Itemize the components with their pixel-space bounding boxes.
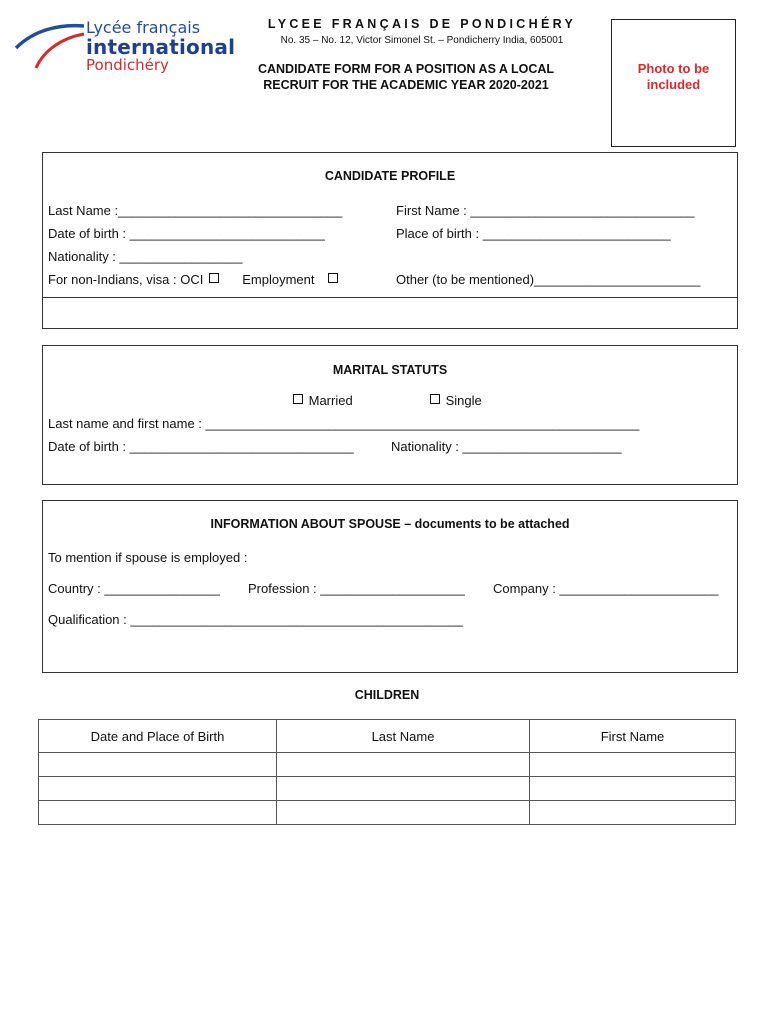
logo-swoosh-icon	[14, 18, 86, 78]
school-address: No. 35 – No. 12, Victor Simonel St. – Pondicherry India, 605001	[280, 35, 564, 46]
visa-oci-label: For non-Indians, visa : OCI	[48, 272, 204, 287]
table-row	[39, 753, 736, 777]
last-name-field[interactable]: Last Name :_______________________________	[48, 203, 343, 218]
logo-line-2: international	[86, 35, 236, 59]
school-logo	[14, 18, 236, 78]
table-cell[interactable]	[277, 753, 530, 777]
employment-checkbox[interactable]	[328, 273, 338, 283]
country-field[interactable]: Country : ________________	[48, 581, 221, 596]
single-label: Single	[445, 393, 482, 408]
children-table-header	[39, 720, 736, 753]
column-first-name: First Name	[530, 720, 736, 753]
visa-row	[48, 272, 340, 287]
date-of-birth-field[interactable]: Date of birth : ___________________________	[48, 226, 325, 241]
place-of-birth-field[interactable]: Place of birth : __________________________	[396, 226, 671, 241]
table-cell[interactable]	[39, 777, 277, 801]
table-cell[interactable]	[277, 777, 530, 801]
photo-label-line-1: Photo to be	[637, 61, 710, 76]
logo-line-1: Lycée français	[86, 18, 201, 37]
oci-checkbox[interactable]	[209, 273, 219, 283]
nationality-field[interactable]: Nationality : _________________	[48, 249, 243, 264]
married-option[interactable]	[291, 393, 353, 408]
profession-field[interactable]: Profession : ____________________	[248, 581, 465, 596]
married-checkbox[interactable]	[293, 394, 303, 404]
married-label: Married	[308, 393, 353, 408]
other-visa-field[interactable]: Other (to be mentioned)_______________________	[396, 272, 701, 287]
qualification-field[interactable]: Qualification : ______________________________________________	[48, 612, 463, 627]
spouse-employed-label: To mention if spouse is employed :	[48, 550, 248, 565]
children-table	[38, 719, 736, 825]
table-cell[interactable]	[39, 753, 277, 777]
company-field[interactable]: Company : ______________________	[493, 581, 719, 596]
column-last-name: Last Name	[277, 720, 530, 753]
table-row	[39, 801, 736, 825]
marital-status-section	[42, 345, 738, 485]
form-title-line-2: RECRUIT FOR THE ACADEMIC YEAR 2020-2021	[263, 78, 549, 92]
logo-line-3: Pondichéry	[86, 56, 169, 74]
table-cell[interactable]	[530, 777, 736, 801]
photo-label-line-2: included	[646, 77, 701, 92]
school-name: LYCEE FRANÇAIS DE PONDICHÉRY	[267, 17, 577, 31]
candidate-profile-section	[42, 152, 738, 329]
candidate-profile-title: CANDIDATE PROFILE	[324, 169, 456, 183]
spouse-dob-field[interactable]: Date of birth : _______________________________	[48, 439, 354, 454]
spouse-info-section	[42, 500, 738, 673]
spouse-name-field[interactable]: Last name and first name : ____________________________________________________________	[48, 416, 640, 431]
table-cell[interactable]	[530, 753, 736, 777]
table-row	[39, 777, 736, 801]
single-checkbox[interactable]	[430, 394, 440, 404]
form-title	[220, 61, 592, 93]
spouse-info-title: INFORMATION ABOUT SPOUSE – documents to be attached	[210, 517, 570, 531]
profile-divider	[43, 297, 737, 298]
form-title-line-1: CANDIDATE FORM FOR A POSITION AS A LOCAL	[257, 62, 555, 76]
marital-status-title: MARITAL STATUTS	[332, 363, 448, 377]
single-option[interactable]	[428, 393, 482, 408]
column-date-place-of-birth: Date and Place of Birth	[39, 720, 277, 753]
table-cell[interactable]	[39, 801, 277, 825]
table-cell[interactable]	[530, 801, 736, 825]
children-title: CHILDREN	[354, 688, 420, 702]
spouse-nationality-field[interactable]: Nationality : ______________________	[391, 439, 622, 454]
photo-box[interactable]	[611, 19, 736, 147]
table-cell[interactable]	[277, 801, 530, 825]
employment-label: Employment	[242, 272, 315, 287]
first-name-field[interactable]: First Name : _______________________________	[396, 203, 695, 218]
